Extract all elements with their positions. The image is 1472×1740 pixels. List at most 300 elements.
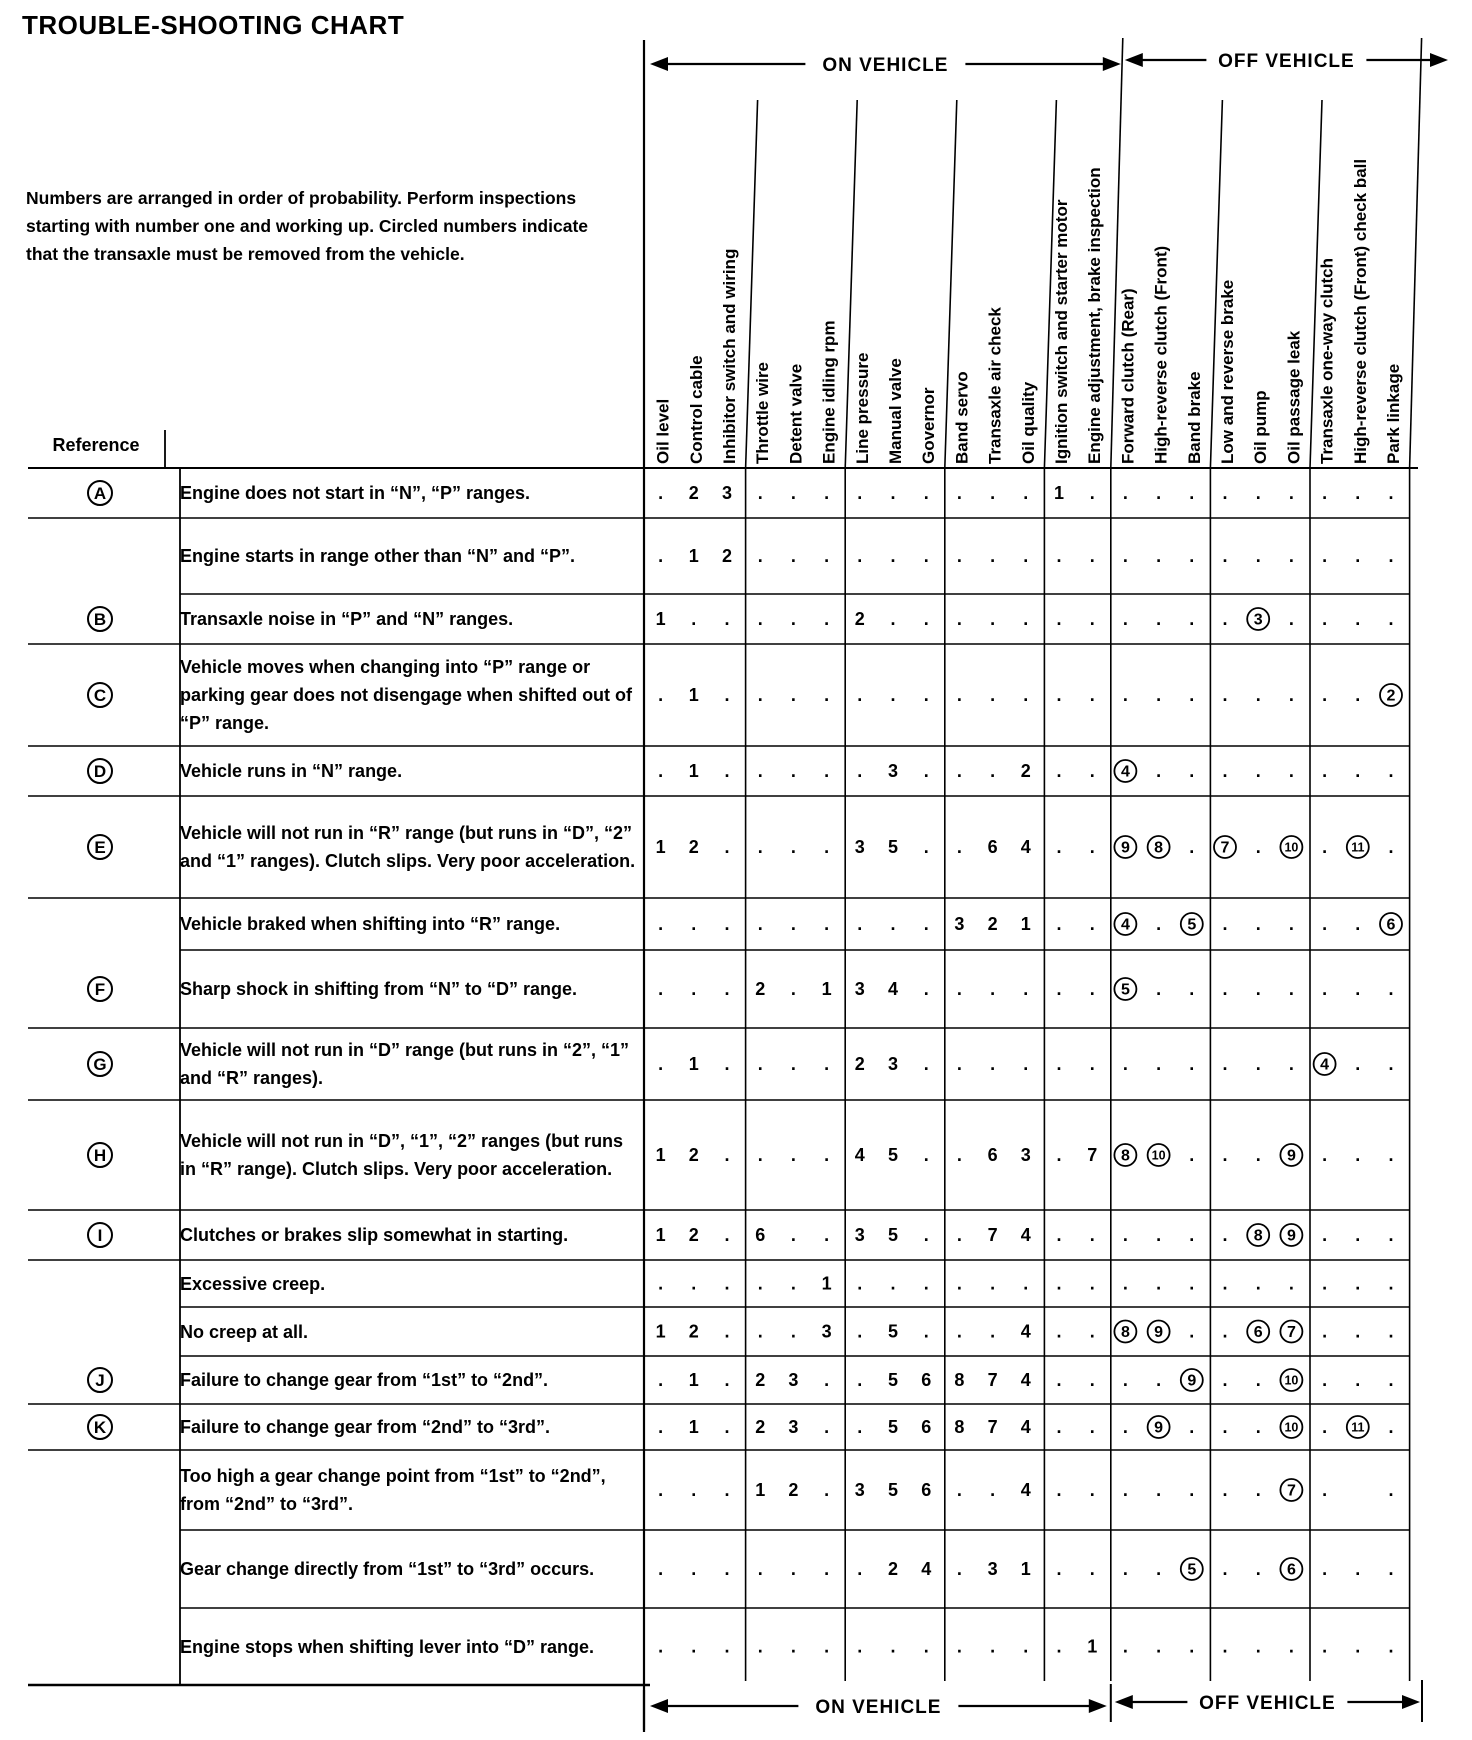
cell-dot: .: [1222, 761, 1228, 781]
cell-dot: .: [757, 1054, 763, 1074]
arrow-right-icon: [1402, 1695, 1420, 1709]
cell-dot: .: [1222, 483, 1228, 503]
reference-badge: [88, 835, 112, 859]
cell-dot: .: [923, 609, 929, 629]
cell-value: 1: [1020, 914, 1031, 934]
cell-value: 1: [688, 1417, 699, 1437]
circled-cell: [1114, 978, 1136, 1000]
circled-cell: [1114, 760, 1136, 782]
cell-dot: .: [1388, 1636, 1394, 1657]
cell-dot: .: [824, 609, 830, 629]
cell-dot: .: [1089, 914, 1095, 934]
cell-dot: .: [1222, 1636, 1228, 1657]
cell-value: 9: [1286, 1227, 1296, 1245]
cell-dot: .: [691, 914, 697, 934]
cell-dot: .: [857, 483, 863, 503]
arrow-left-icon: [1115, 1695, 1133, 1709]
cell-value: 3: [887, 1054, 899, 1074]
cell-dot: .: [1156, 1559, 1162, 1579]
cell-dot: .: [1255, 914, 1261, 934]
cell-dot: .: [1056, 1145, 1062, 1165]
cell-dot: .: [1023, 546, 1029, 566]
cell-dot: .: [757, 837, 763, 857]
cell-value: 3: [721, 483, 733, 503]
cell-dot: .: [1056, 1480, 1062, 1500]
cell-dot: .: [1388, 1370, 1394, 1390]
cell-dot: .: [724, 837, 730, 857]
cell-dot: .: [1322, 1636, 1328, 1657]
cell-dot: .: [1322, 1225, 1328, 1245]
cell-dot: .: [923, 1145, 929, 1165]
cell-dot: .: [1388, 1054, 1394, 1074]
cell-dot: .: [1322, 1417, 1328, 1437]
symptom-text: Clutches or brakes slip somewhat in starting.: [180, 1225, 569, 1245]
cell-dot: .: [990, 685, 996, 705]
cell-value: 7: [987, 1225, 998, 1245]
cell-dot: .: [1322, 609, 1328, 629]
cell-dot: .: [1255, 1054, 1261, 1074]
circled-cell: [1214, 836, 1236, 858]
cell-dot: .: [1122, 1636, 1128, 1657]
cell-dot: .: [1222, 1145, 1228, 1165]
cell-dot: .: [724, 1480, 730, 1500]
symptom-text: Engine does not start in “N”, “P” ranges.: [180, 483, 531, 503]
cell-value: 2: [755, 979, 766, 999]
cell-dot: .: [1322, 483, 1328, 503]
reference-letter: E: [94, 838, 106, 857]
cell-value: 9: [1286, 1147, 1296, 1165]
cell-dot: .: [824, 837, 830, 857]
circled-cell: [1380, 684, 1402, 706]
cell-dot: .: [857, 1321, 863, 1342]
cell-dot: .: [1388, 1273, 1394, 1294]
column-header: High-reverse clutch (Front): [1151, 245, 1171, 464]
cell-dot: .: [923, 837, 929, 857]
cell-dot: .: [658, 483, 664, 503]
cell-value: 5: [887, 1480, 899, 1500]
cell-dot: .: [1322, 1145, 1328, 1165]
on-vehicle-banner-top-label: ON VEHICLE: [822, 55, 949, 76]
cell-dot: .: [1189, 1480, 1195, 1500]
cell-dot: .: [658, 979, 664, 999]
cell-dot: .: [1288, 546, 1294, 566]
reference-letter: I: [97, 1226, 103, 1245]
cell-value: 10: [1284, 1373, 1299, 1388]
cell-dot: .: [824, 1417, 830, 1437]
cell-dot: .: [1189, 1636, 1195, 1657]
column-header: Manual valve: [886, 358, 905, 464]
column-header: Engine adjustment, brake inspection: [1085, 167, 1105, 464]
cell-value: 6: [1386, 916, 1396, 934]
cell-dot: .: [956, 1636, 962, 1657]
column-header: Band servo: [952, 371, 972, 464]
cell-value: 2: [887, 1559, 899, 1579]
cell-dot: .: [1056, 761, 1062, 781]
cell-value: 1: [655, 1321, 666, 1342]
cell-dot: .: [990, 1273, 996, 1294]
cell-dot: .: [923, 1321, 929, 1342]
cell-dot: .: [1222, 1480, 1228, 1500]
cell-value: 1: [688, 546, 699, 566]
cell-value: 4: [1120, 763, 1130, 781]
cell-value: 5: [1187, 1561, 1197, 1579]
column-header: Forward clutch (Rear): [1118, 288, 1138, 464]
cell-dot: .: [724, 1370, 730, 1390]
cell-dot: .: [1089, 609, 1095, 629]
cell-dot: .: [956, 1273, 962, 1294]
cell-dot: .: [1089, 1559, 1095, 1579]
cell-value: 5: [887, 1145, 899, 1165]
arrow-left-icon: [650, 57, 668, 71]
cell-dot: .: [1156, 1054, 1162, 1074]
cell-dot: .: [658, 761, 664, 781]
cell-dot: .: [1056, 914, 1062, 934]
cell-dot: .: [658, 685, 664, 705]
cell-dot: .: [1056, 1273, 1062, 1294]
cell-dot: .: [1122, 1370, 1128, 1390]
cell-dot: .: [1122, 1480, 1128, 1500]
cell-dot: .: [1355, 546, 1361, 566]
cell-dot: .: [923, 1636, 929, 1657]
cell-dot: .: [1255, 1559, 1261, 1579]
cell-dot: .: [1222, 685, 1228, 705]
symptom-text: No creep at all.: [180, 1321, 309, 1342]
cell-value: 1: [655, 609, 666, 629]
cell-dot: .: [1255, 761, 1261, 781]
cell-dot: .: [824, 1636, 830, 1657]
off-vehicle-banner-top: [1125, 46, 1448, 74]
cell-value: 2: [1020, 761, 1031, 781]
cell-value: 1: [688, 1054, 699, 1074]
cell-dot: .: [956, 1054, 962, 1074]
cell-dot: .: [857, 1417, 863, 1437]
cell-dot: .: [956, 609, 962, 629]
cell-dot: .: [1023, 979, 1029, 999]
cell-dot: .: [1388, 1225, 1394, 1245]
cell-dot: .: [824, 1225, 830, 1245]
cell-dot: .: [1355, 1145, 1361, 1165]
cell-dot: .: [1089, 685, 1095, 705]
cell-dot: .: [691, 1559, 697, 1579]
cell-dot: .: [1222, 1273, 1228, 1294]
arrow-left-icon: [650, 1699, 668, 1713]
cell-dot: .: [1322, 1370, 1328, 1390]
circled-cell: [1148, 836, 1170, 858]
cell-value: 3: [854, 1225, 865, 1245]
cell-value: 10: [1151, 1148, 1166, 1163]
reference-badge: [88, 1223, 112, 1247]
column-header: Oil level: [653, 398, 673, 464]
cell-dot: .: [1288, 685, 1294, 705]
cell-value: 8: [954, 1370, 965, 1390]
cell-dot: .: [658, 1636, 664, 1657]
cell-dot: .: [1222, 609, 1228, 629]
column-header: Line pressure: [852, 352, 872, 464]
cell-dot: .: [990, 609, 996, 629]
cell-dot: .: [1355, 1636, 1361, 1657]
column-header: Governor: [919, 387, 939, 464]
cell-dot: .: [1089, 1370, 1095, 1390]
cell-value: 1: [655, 1225, 666, 1245]
cell-dot: .: [956, 979, 962, 999]
cell-dot: .: [1189, 685, 1195, 705]
cell-dot: .: [1288, 1636, 1294, 1657]
cell-value: 6: [921, 1417, 932, 1437]
cell-value: 3: [854, 1480, 865, 1500]
cell-dot: .: [790, 1225, 796, 1245]
cell-dot: .: [658, 546, 664, 566]
column-header: Detent valve: [786, 363, 806, 464]
cell-dot: .: [790, 609, 796, 629]
cell-value: 7: [1220, 839, 1230, 857]
cell-value: 4: [887, 979, 899, 999]
cell-value: 2: [755, 1417, 766, 1437]
column-header: Ignition switch and starter motor: [1052, 199, 1071, 464]
cell-dot: .: [824, 761, 830, 781]
cell-value: 6: [921, 1480, 932, 1500]
cell-dot: .: [1089, 546, 1095, 566]
cell-dot: .: [1355, 1273, 1361, 1294]
column-header: Oil quality: [1018, 381, 1038, 464]
cell-value: 1: [688, 761, 699, 781]
cell-dot: .: [990, 483, 996, 503]
instructions-note: Numbers are arranged in order of probability. Perform inspections starting with number one and working up. Circled numbers indicate that the transaxle must be removed from the vehicle.: [26, 188, 589, 264]
cell-value: 3: [821, 1321, 832, 1342]
cell-dot: .: [990, 1321, 996, 1342]
cell-value: 9: [1154, 1324, 1164, 1341]
circled-cell: [1148, 1321, 1170, 1343]
cell-dot: .: [1089, 1054, 1095, 1074]
cell-dot: .: [1255, 979, 1261, 999]
reference-letter: D: [93, 762, 107, 781]
cell-value: 4: [1020, 1321, 1031, 1342]
on-vehicle-banner-bottom: [650, 1692, 1107, 1720]
cell-dot: .: [1288, 1054, 1294, 1074]
cell-dot: .: [890, 1273, 896, 1294]
symptom-text: Failure to change gear from “1st” to “2nd”.: [180, 1370, 549, 1390]
cell-value: 10: [1284, 840, 1299, 855]
cell-value: 3: [854, 837, 865, 857]
cell-value: 3: [887, 761, 899, 781]
cell-dot: .: [857, 914, 863, 934]
circled-cell: [1247, 1321, 1269, 1343]
cell-dot: .: [990, 1480, 996, 1500]
cell-value: 6: [921, 1370, 932, 1390]
cell-dot: .: [956, 685, 962, 705]
cell-dot: .: [724, 914, 730, 934]
cell-dot: .: [790, 1054, 796, 1074]
reference-badge: [88, 977, 112, 1001]
cell-dot: .: [1189, 483, 1195, 503]
reference-badge: [88, 1143, 112, 1167]
cell-dot: .: [1255, 546, 1261, 566]
cell-value: 9: [1154, 1419, 1164, 1437]
cell-dot: .: [724, 1054, 730, 1074]
cell-dot: .: [1222, 914, 1228, 934]
cell-dot: .: [990, 1636, 996, 1657]
cell-value: 1: [688, 685, 699, 705]
cell-dot: .: [691, 979, 697, 999]
cell-value: 5: [887, 1417, 899, 1437]
cell-dot: .: [990, 979, 996, 999]
cell-dot: .: [691, 1636, 697, 1657]
cell-dot: .: [1122, 546, 1128, 566]
cell-dot: .: [790, 761, 796, 781]
cell-dot: .: [1355, 483, 1361, 503]
symptom-text: Vehicle moves when changing into “P” range or parking gear does not disengage when shifted out of “P” range.: [180, 657, 633, 733]
cell-dot: .: [1388, 483, 1394, 503]
cell-dot: .: [724, 1559, 730, 1579]
cell-dot: .: [956, 546, 962, 566]
cell-dot: .: [956, 1321, 962, 1342]
symptom-text: Too high a gear change point from “1st” to “2nd”, from “2nd” to “3rd”.: [180, 1466, 606, 1514]
cell-dot: .: [824, 1145, 830, 1165]
column-header: Oil passage leak: [1284, 330, 1304, 464]
cell-value: 1: [1053, 483, 1065, 503]
reference-badge: [88, 1052, 112, 1076]
cell-dot: .: [691, 1480, 697, 1500]
symptom-text: Excessive creep.: [180, 1273, 326, 1294]
cell-dot: .: [658, 1559, 664, 1579]
cell-value: 9: [1187, 1372, 1197, 1390]
cell-dot: .: [1156, 1273, 1162, 1294]
cell-value: 6: [987, 837, 998, 857]
cell-dot: .: [824, 914, 830, 934]
reference-letter: F: [94, 980, 106, 999]
cell-dot: .: [1222, 1225, 1228, 1245]
cell-dot: .: [1122, 1054, 1128, 1074]
cell-dot: .: [790, 1559, 796, 1579]
cell-dot: .: [824, 483, 830, 503]
cell-dot: .: [857, 1559, 863, 1579]
cell-dot: .: [1156, 914, 1162, 934]
cell-dot: .: [724, 685, 730, 705]
cell-dot: .: [1089, 837, 1095, 857]
cell-value: 5: [887, 1225, 899, 1245]
cell-dot: .: [1322, 979, 1328, 999]
cell-dot: .: [1089, 1480, 1095, 1500]
cell-dot: .: [1089, 1417, 1095, 1437]
cell-dot: .: [1322, 685, 1328, 705]
cell-dot: .: [1355, 685, 1361, 705]
reference-badge: [88, 481, 112, 505]
off-vehicle-banner-top-label: OFF VEHICLE: [1218, 51, 1355, 72]
cell-dot: .: [724, 1225, 730, 1245]
cell-value: 3: [987, 1559, 998, 1579]
cell-dot: .: [1222, 979, 1228, 999]
on-vehicle-banner-top: [650, 50, 1121, 78]
off-vehicle-banner-bottom-label: OFF VEHICLE: [1199, 1693, 1336, 1714]
cell-dot: .: [790, 546, 796, 566]
cell-dot: .: [824, 685, 830, 705]
cell-dot: .: [1255, 1370, 1261, 1390]
cell-dot: .: [890, 609, 896, 629]
cell-dot: .: [956, 1145, 962, 1165]
cell-dot: .: [1222, 1370, 1228, 1390]
circled-cell: [1114, 836, 1136, 858]
cell-dot: .: [1355, 1054, 1361, 1074]
cell-value: 3: [788, 1417, 799, 1437]
cell-dot: .: [790, 979, 796, 999]
cell-dot: .: [1388, 609, 1394, 629]
cell-dot: .: [1023, 1636, 1029, 1657]
cell-dot: .: [757, 685, 763, 705]
cell-dot: .: [1189, 761, 1195, 781]
cell-dot: .: [1288, 979, 1294, 999]
cell-dot: .: [923, 979, 929, 999]
cell-dot: .: [790, 1321, 796, 1342]
circled-cell: [1181, 1558, 1203, 1580]
cell-dot: .: [1322, 837, 1328, 857]
cell-dot: .: [1156, 761, 1162, 781]
reference-letter: H: [93, 1146, 107, 1165]
cell-value: 7: [1286, 1324, 1296, 1341]
cell-dot: .: [724, 1145, 730, 1165]
cell-value: 1: [755, 1480, 766, 1500]
cell-dot: .: [1288, 609, 1294, 629]
cell-dot: .: [1255, 1273, 1261, 1294]
cell-dot: .: [1122, 483, 1128, 503]
cell-value: 8: [1120, 1147, 1130, 1165]
cell-dot: .: [1089, 979, 1095, 999]
circled-cell: [1280, 836, 1302, 858]
cell-value: 6: [755, 1225, 766, 1245]
arrow-right-icon: [1430, 53, 1448, 67]
column-header: Throttle wire: [753, 361, 773, 464]
circled-cell: [1347, 836, 1369, 858]
cell-value: 6: [987, 1145, 998, 1165]
cell-dot: .: [956, 761, 962, 781]
group-header-line: [1410, 38, 1422, 468]
column-header: Band brake: [1184, 371, 1204, 464]
cell-dot: .: [1023, 1054, 1029, 1074]
cell-dot: .: [1355, 609, 1361, 629]
cell-value: 4: [1020, 1225, 1031, 1245]
cell-dot: .: [1388, 1145, 1394, 1165]
circled-cell: [1280, 1416, 1302, 1438]
cell-dot: .: [1355, 979, 1361, 999]
cell-dot: .: [1023, 483, 1029, 503]
cell-dot: .: [956, 483, 962, 503]
cell-dot: .: [1122, 1417, 1128, 1437]
cell-value: 4: [1020, 1370, 1031, 1390]
cell-dot: .: [658, 914, 664, 934]
cell-dot: .: [1089, 1225, 1095, 1245]
cell-dot: .: [724, 761, 730, 781]
cell-dot: .: [923, 1225, 929, 1245]
cell-dot: .: [1023, 1273, 1029, 1294]
symptom-text: Gear change directly from “1st” to “3rd” occurs.: [180, 1559, 595, 1579]
cell-value: 4: [1020, 1480, 1031, 1500]
cell-value: 8: [1120, 1324, 1130, 1341]
cell-dot: .: [757, 761, 763, 781]
cell-dot: .: [757, 1273, 763, 1294]
circled-cell: [1247, 608, 1269, 630]
cell-dot: .: [1189, 837, 1195, 857]
cell-dot: .: [1388, 979, 1394, 999]
cell-dot: .: [1255, 685, 1261, 705]
cell-dot: .: [1189, 1273, 1195, 1294]
page-title: TROUBLE-SHOOTING CHART: [22, 10, 405, 40]
reference-letter: G: [93, 1055, 107, 1074]
symptom-text: Engine stops when shifting lever into “D” range.: [180, 1636, 595, 1657]
circled-cell: [1280, 1321, 1302, 1343]
circled-cell: [1114, 1321, 1136, 1343]
cell-dot: .: [1222, 1559, 1228, 1579]
cell-value: 4: [1020, 837, 1031, 857]
column-header: Control cable: [686, 355, 706, 464]
column-header: Transaxle air check: [985, 307, 1005, 464]
